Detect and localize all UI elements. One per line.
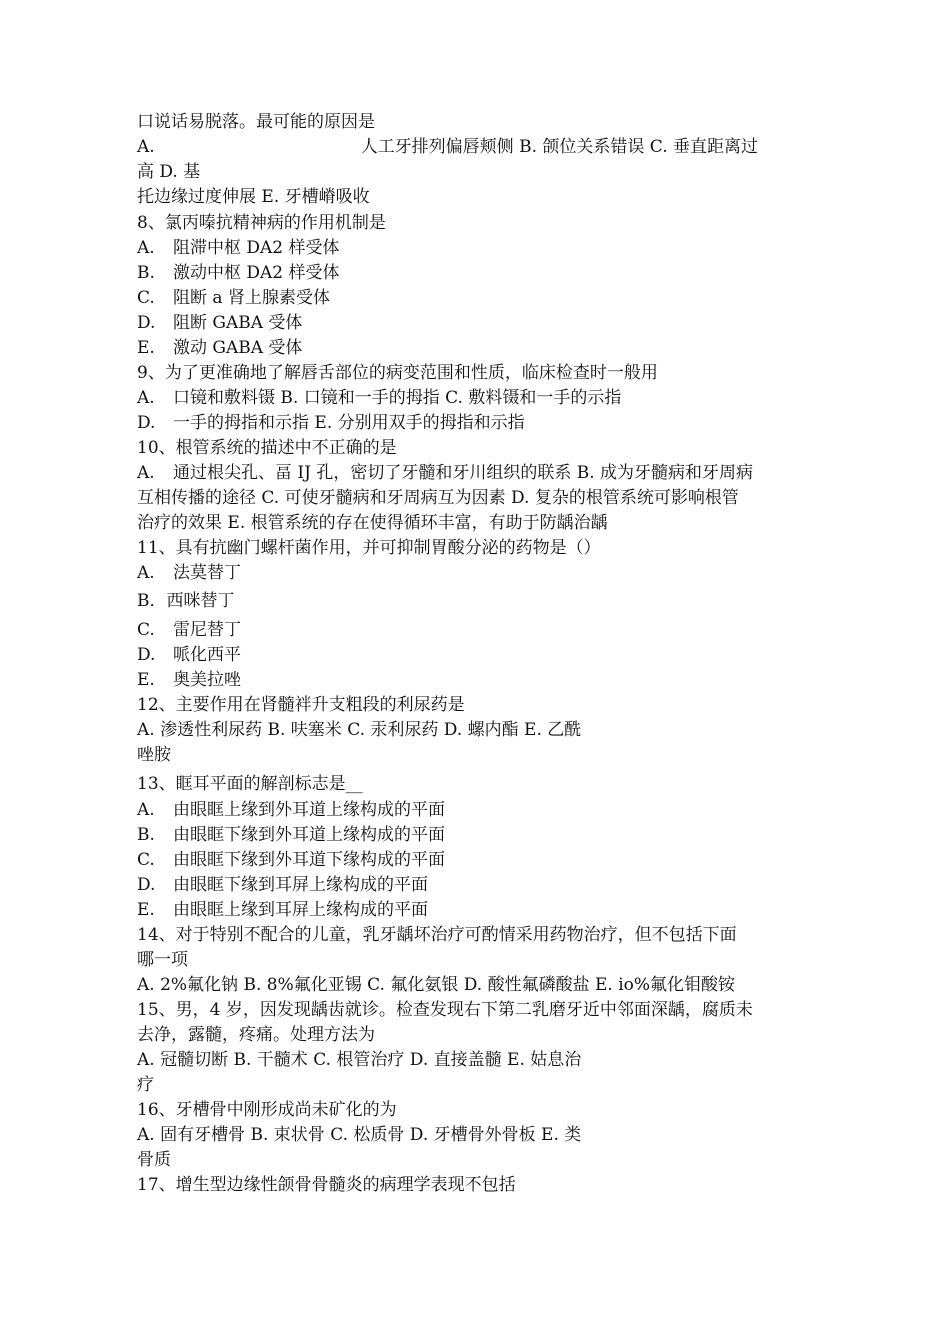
option-line: A. 口镜和敷料镊 B. 口镜和一手的拇指 C. 敷料镊和一手的示指 — [137, 388, 622, 408]
option-line: C. 阻断 a 肾上腺素受体 — [137, 288, 330, 308]
option-line: A. 由眼眶上缘到外耳道上缘构成的平面 — [137, 800, 445, 820]
question-title: 16、牙槽骨中刚形成尚未矿化的为 — [137, 1100, 397, 1120]
option-line: C. 雷尼替丁 — [137, 620, 241, 640]
option-line: E. 奥美拉唑 — [137, 670, 241, 690]
option-line: A. 法莫替丁 — [137, 563, 241, 583]
option-line: D. 阻断 GABA 受体 — [137, 313, 303, 333]
question-title: 10、根管系统的描述中不正确的是 — [137, 438, 397, 458]
option-line: D. 哌化西平 — [137, 645, 241, 665]
option-line: A. 渗透性利尿药 B. 呋塞米 C. 汞利尿药 D. 螺内酯 E. 乙酰 — [137, 720, 582, 740]
question-title: 13、眶耳平面的解剖标志是__ — [137, 774, 363, 794]
option-line: B. 由眼眶下缘到外耳道上缘构成的平面 — [137, 825, 445, 845]
text-line: 骨质 — [137, 1150, 171, 1170]
text-line: 去净，露髓，疼痛。处理方法为 — [137, 1025, 375, 1045]
option-line: E. 由眼眶上缘到耳屏上缘构成的平面 — [137, 900, 428, 920]
option-line: A. 固有牙槽骨 B. 束状骨 C. 松质骨 D. 牙槽骨外骨板 E. 类 — [137, 1125, 582, 1145]
option-line: A. 阻滞中枢 DA2 样受体 — [137, 238, 340, 258]
option-line: A. 2%氟化钠 B. 8%氟化亚锡 C. 氟化氨银 D. 酸性氟磷酸盐 E. io%氟化钼酸铵 — [137, 975, 736, 995]
option-line: E. 激动 GABA 受体 — [137, 338, 303, 358]
text-line: A. 人工牙排列偏唇颊侧 B. 颌位关系错误 C. 垂直距离过 — [137, 137, 759, 157]
text-line: 疗 — [137, 1075, 154, 1095]
text-line: 唑胺 — [137, 745, 171, 765]
option-line: B．西咪替丁 — [137, 591, 235, 611]
option-line: A. 冠髓切断 B. 干髓术 C. 根管治疗 D. 直接盖髓 E. 姑息治 — [137, 1050, 582, 1070]
question-title: 11、具有抗幽门螺杆菌作用，并可抑制胃酸分泌的药物是（） — [137, 538, 601, 558]
text-line: 哪一项 — [137, 950, 188, 970]
text-line: 口说话易脱落。最可能的原因是 — [137, 112, 375, 132]
question-title: 8、氯丙嗪抗精神病的作用机制是 — [137, 213, 386, 233]
option-line: A. 通过根尖孔、畐 IJ 孔，密切了牙髓和牙川组织的联系 B. 成为牙髓病和牙周病 — [137, 463, 754, 483]
text-line: 高 D. 基 — [137, 162, 201, 182]
text-line: 托边缘过度伸展 E. 牙槽嵴吸收 — [137, 187, 370, 207]
question-title: 15、男，4 岁，因发现龋齿就诊。检查发现右下第二乳磨牙近中邻面深龋，腐质未 — [137, 1000, 753, 1020]
text-line: 治疗的效果 E. 根管系统的存在使得循环丰富，有助于防龋治龋 — [137, 513, 608, 533]
option-line: C. 由眼眶下缘到外耳道下缘构成的平面 — [137, 850, 445, 870]
option-line: D. 一手的拇指和示指 E. 分别用双手的拇指和示指 — [137, 413, 525, 433]
question-title: 9、为了更准确地了解唇舌部位的病变范围和性质，临床检查时一般用 — [137, 363, 658, 383]
option-line: D. 由眼眶下缘到耳屏上缘构成的平面 — [137, 875, 428, 895]
question-title: 14、对于特别不配合的儿童，乳牙龋坏治疗可酌情采用药物治疗，但不包括下面 — [137, 925, 737, 945]
question-title: 17、增生型边缘性颌骨骨髓炎的病理学表现不包括 — [137, 1175, 516, 1195]
question-title: 12、主要作用在肾髓袢升支粗段的利尿药是 — [137, 695, 465, 715]
text-line: 互相传播的途径 C. 可使牙髓病和牙周病互为因素 D. 复杂的根管系统可影响根管 — [137, 488, 739, 508]
option-line: B. 激动中枢 DA2 样受体 — [137, 263, 340, 283]
